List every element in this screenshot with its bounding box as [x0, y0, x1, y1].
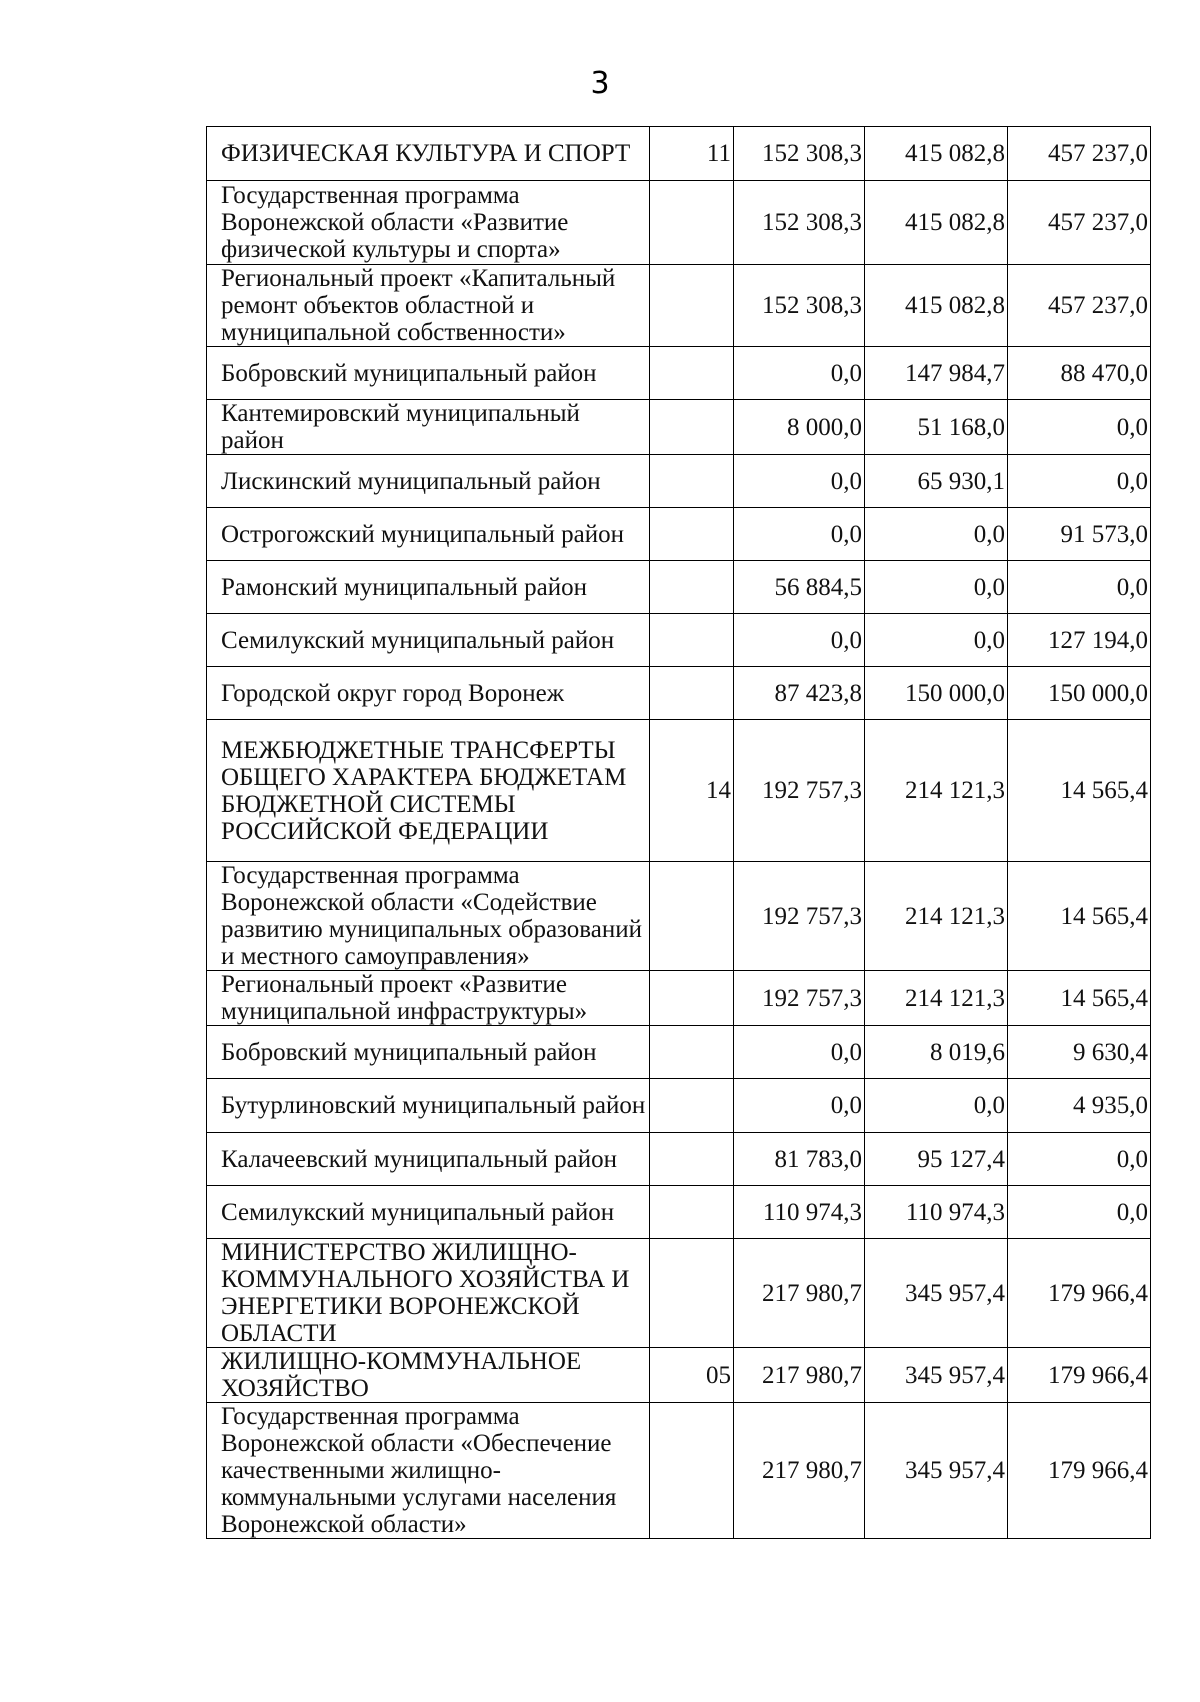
row-value-3-cell: 14 565,4: [1008, 971, 1151, 1026]
row-name-cell: Рамонский муниципальный район: [207, 561, 650, 614]
table-row: [207, 127, 1151, 181]
row-code-cell: [650, 400, 734, 455]
row-value-1-cell: 192 757,3: [734, 720, 865, 862]
row-code-cell: 05: [650, 1348, 734, 1403]
row-value-2-cell: 0,0: [865, 614, 1008, 667]
row-value-1-cell: 110 974,3: [734, 1186, 865, 1239]
page-number: 3: [590, 66, 610, 101]
row-value-1-cell: 152 308,3: [734, 127, 865, 181]
row-value-3-cell: 0,0: [1008, 1133, 1151, 1186]
row-value-3-cell: 4 935,0: [1008, 1079, 1151, 1133]
row-value-3-cell: 457 237,0: [1008, 265, 1151, 347]
row-value-2-cell: 345 957,4: [865, 1239, 1008, 1348]
table-row: [207, 265, 1151, 347]
row-code-cell: [650, 1186, 734, 1239]
table-row: [207, 561, 1151, 614]
table-row: [207, 1403, 1151, 1539]
row-value-1-cell: 192 757,3: [734, 971, 865, 1026]
row-value-1-cell: 0,0: [734, 347, 865, 400]
row-value-3-cell: 0,0: [1008, 455, 1151, 508]
row-value-1-cell: 87 423,8: [734, 667, 865, 720]
row-value-3-cell: 457 237,0: [1008, 181, 1151, 265]
row-value-1-cell: 0,0: [734, 455, 865, 508]
row-code-cell: [650, 862, 734, 971]
row-name-cell: ФИЗИЧЕСКАЯ КУЛЬТУРА И СПОРТ: [207, 127, 650, 181]
row-value-3-cell: 127 194,0: [1008, 614, 1151, 667]
row-name-cell: Государственная программа Воронежской области «Содействие развитию муниципальных образований и местного самоуправления»: [207, 862, 650, 971]
row-value-3-cell: 457 237,0: [1008, 127, 1151, 181]
row-value-1-cell: 0,0: [734, 1079, 865, 1133]
row-code-cell: 11: [650, 127, 734, 181]
row-value-2-cell: 8 019,6: [865, 1026, 1008, 1079]
row-name-cell: Лискинский муниципальный район: [207, 455, 650, 508]
table-row: [207, 400, 1151, 455]
row-value-2-cell: 0,0: [865, 508, 1008, 561]
row-value-1-cell: 192 757,3: [734, 862, 865, 971]
row-name-cell: МИНИСТЕРСТВО ЖИЛИЩНО-КОММУНАЛЬНОГО ХОЗЯЙСТВА И ЭНЕРГЕТИКИ ВОРОНЕЖСКОЙ ОБЛАСТИ: [207, 1239, 650, 1348]
row-name-cell: Государственная программа Воронежской области «Обеспечение качественными жилищно-коммунальными услугами населения Воронежской области»: [207, 1403, 650, 1539]
row-value-3-cell: 0,0: [1008, 400, 1151, 455]
row-value-3-cell: 179 966,4: [1008, 1239, 1151, 1348]
row-value-1-cell: 0,0: [734, 614, 865, 667]
row-value-3-cell: 14 565,4: [1008, 720, 1151, 862]
table-row: [207, 181, 1151, 265]
row-value-2-cell: 214 121,3: [865, 971, 1008, 1026]
row-name-cell: Государственная программа Воронежской области «Развитие физической культуры и спорта»: [207, 181, 650, 265]
row-code-cell: [650, 181, 734, 265]
row-value-3-cell: 91 573,0: [1008, 508, 1151, 561]
row-value-2-cell: 65 930,1: [865, 455, 1008, 508]
row-code-cell: [650, 508, 734, 561]
row-value-2-cell: 51 168,0: [865, 400, 1008, 455]
row-value-1-cell: 81 783,0: [734, 1133, 865, 1186]
table-row: [207, 1186, 1151, 1239]
budget-table: [206, 126, 1151, 1539]
table-row: [207, 1348, 1151, 1403]
row-value-2-cell: 95 127,4: [865, 1133, 1008, 1186]
table-row: [207, 347, 1151, 400]
row-value-1-cell: 8 000,0: [734, 400, 865, 455]
row-name-cell: ЖИЛИЩНО-КОММУНАЛЬНОЕ ХОЗЯЙСТВО: [207, 1348, 650, 1403]
row-value-3-cell: 9 630,4: [1008, 1026, 1151, 1079]
row-value-2-cell: 345 957,4: [865, 1348, 1008, 1403]
row-value-2-cell: 214 121,3: [865, 720, 1008, 862]
table-row: [207, 455, 1151, 508]
row-value-2-cell: 0,0: [865, 1079, 1008, 1133]
row-name-cell: Региональный проект «Развитие муниципальной инфраструктуры»: [207, 971, 650, 1026]
row-value-2-cell: 147 984,7: [865, 347, 1008, 400]
row-value-1-cell: 0,0: [734, 1026, 865, 1079]
row-value-2-cell: 415 082,8: [865, 127, 1008, 181]
table-row: [207, 1133, 1151, 1186]
row-code-cell: [650, 1239, 734, 1348]
row-name-cell: Городской округ город Воронеж: [207, 667, 650, 720]
row-value-3-cell: 179 966,4: [1008, 1403, 1151, 1539]
row-value-2-cell: 415 082,8: [865, 181, 1008, 265]
row-code-cell: [650, 614, 734, 667]
table-row: [207, 862, 1151, 971]
row-name-cell: Региональный проект «Капитальный ремонт объектов областной и муниципальной собственности»: [207, 265, 650, 347]
row-value-1-cell: 152 308,3: [734, 181, 865, 265]
row-value-2-cell: 214 121,3: [865, 862, 1008, 971]
table-row: [207, 1239, 1151, 1348]
row-name-cell: Бутурлиновский муниципальный район: [207, 1079, 650, 1133]
row-name-cell: Острогожский муниципальный район: [207, 508, 650, 561]
row-value-1-cell: 152 308,3: [734, 265, 865, 347]
row-code-cell: [650, 1079, 734, 1133]
row-value-3-cell: 179 966,4: [1008, 1348, 1151, 1403]
row-code-cell: [650, 1133, 734, 1186]
table-row: [207, 614, 1151, 667]
row-code-cell: 14: [650, 720, 734, 862]
row-name-cell: Семилукский муниципальный район: [207, 614, 650, 667]
row-value-2-cell: 110 974,3: [865, 1186, 1008, 1239]
row-value-3-cell: 0,0: [1008, 1186, 1151, 1239]
row-name-cell: Кантемировский муниципальный район: [207, 400, 650, 455]
row-code-cell: [650, 455, 734, 508]
row-name-cell: Бобровский муниципальный район: [207, 347, 650, 400]
row-name-cell: МЕЖБЮДЖЕТНЫЕ ТРАНСФЕРТЫ ОБЩЕГО ХАРАКТЕРА БЮДЖЕТАМ БЮДЖЕТНОЙ СИСТЕМЫ РОССИЙСКОЙ ФЕДЕРАЦИИ: [207, 720, 650, 862]
row-value-1-cell: 56 884,5: [734, 561, 865, 614]
table-row: [207, 1079, 1151, 1133]
table-row: [207, 508, 1151, 561]
row-code-cell: [650, 1403, 734, 1539]
row-value-2-cell: 345 957,4: [865, 1403, 1008, 1539]
row-value-1-cell: 217 980,7: [734, 1239, 865, 1348]
row-value-3-cell: 88 470,0: [1008, 347, 1151, 400]
row-code-cell: [650, 265, 734, 347]
row-value-3-cell: 0,0: [1008, 561, 1151, 614]
table-row: [207, 720, 1151, 862]
row-code-cell: [650, 971, 734, 1026]
table-row: [207, 667, 1151, 720]
row-code-cell: [650, 347, 734, 400]
row-value-3-cell: 14 565,4: [1008, 862, 1151, 971]
table-row: [207, 1026, 1151, 1079]
row-value-1-cell: 0,0: [734, 508, 865, 561]
row-name-cell: Калачеевский муниципальный район: [207, 1133, 650, 1186]
row-value-1-cell: 217 980,7: [734, 1348, 865, 1403]
row-value-2-cell: 0,0: [865, 561, 1008, 614]
row-code-cell: [650, 1026, 734, 1079]
row-name-cell: Бобровский муниципальный район: [207, 1026, 650, 1079]
row-value-1-cell: 217 980,7: [734, 1403, 865, 1539]
row-code-cell: [650, 561, 734, 614]
row-value-2-cell: 150 000,0: [865, 667, 1008, 720]
row-code-cell: [650, 667, 734, 720]
row-name-cell: Семилукский муниципальный район: [207, 1186, 650, 1239]
table-row: [207, 971, 1151, 1026]
row-value-2-cell: 415 082,8: [865, 265, 1008, 347]
row-value-3-cell: 150 000,0: [1008, 667, 1151, 720]
budget-table-body: [207, 127, 1151, 1539]
